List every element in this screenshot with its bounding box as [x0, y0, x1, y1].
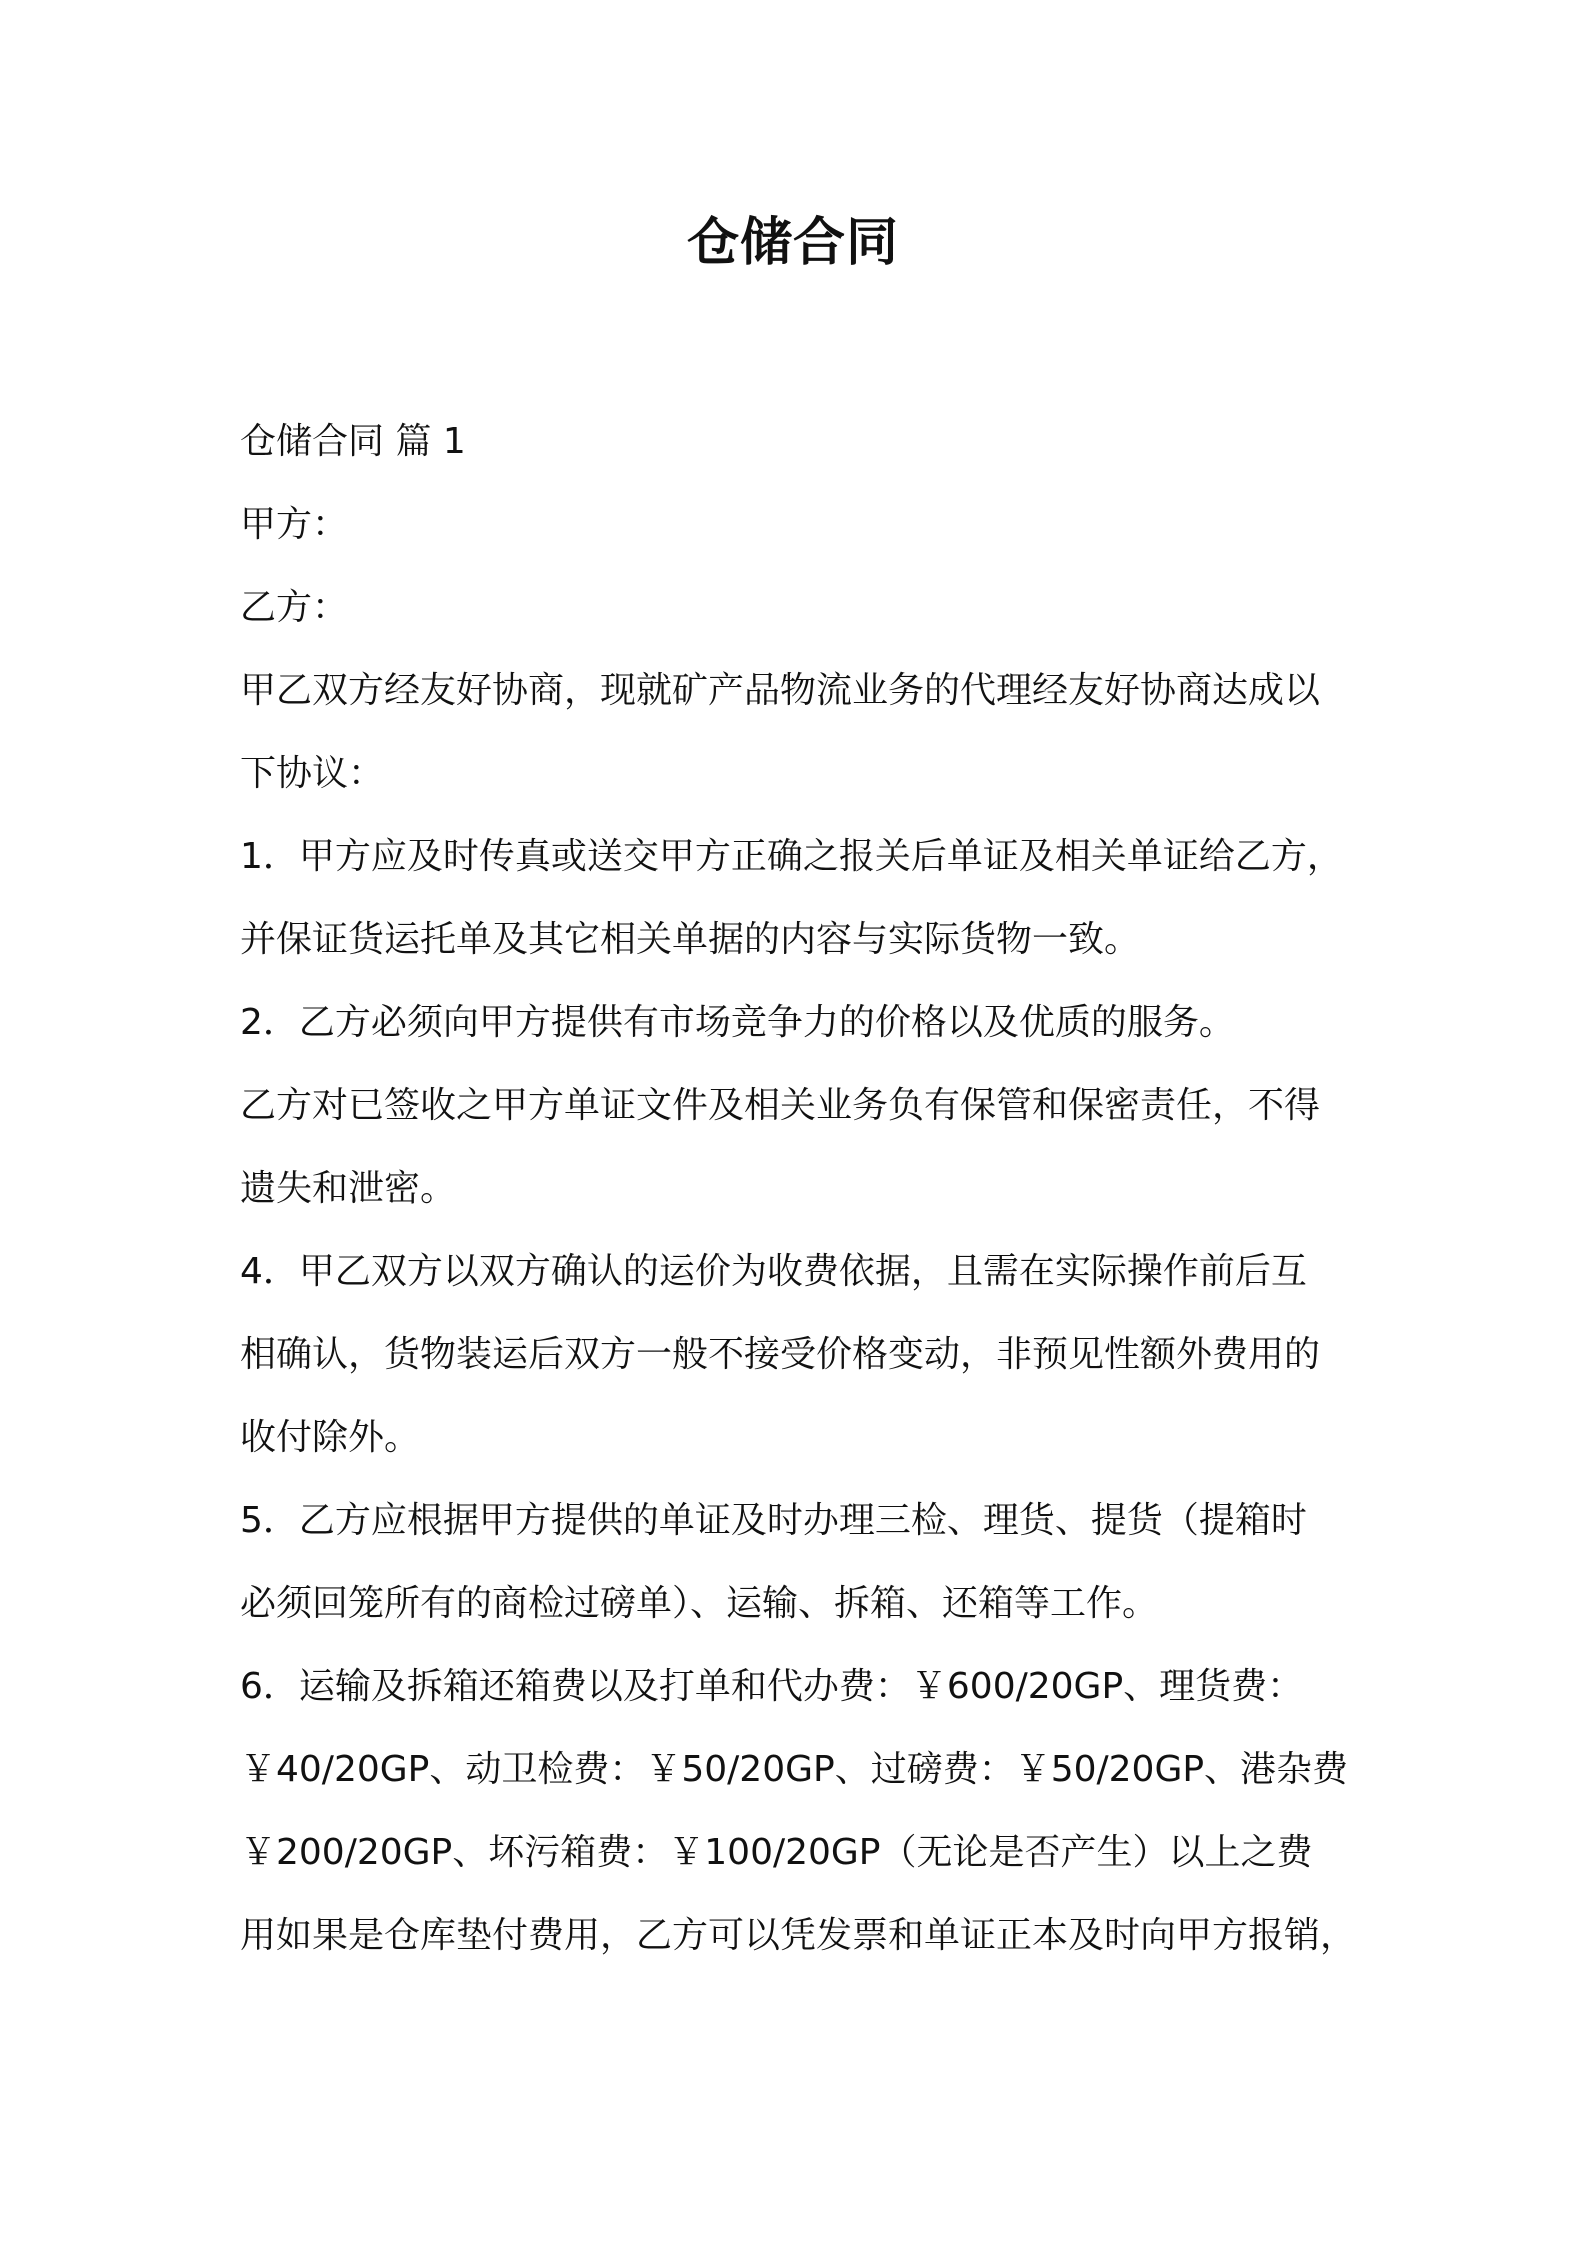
party-a-label: 甲方： [240, 504, 349, 545]
text-line: 遗失和泄密。 [240, 1168, 457, 1209]
text-line: 必须回笼所有的商检过磅单）、运输、拆箱、还箱等工作。 [240, 1583, 1159, 1624]
text-line: 收付除外。 [240, 1417, 421, 1458]
text-line: 并保证货运托单及其它相关单据的内容与实际货物一致。 [240, 919, 1141, 960]
section-heading: 仓储合同 篇 1 [240, 421, 466, 462]
text-line: 相确认，货物装运后双方一般不接受价格变动，非预见性额外费用的 [240, 1334, 1321, 1375]
document-title: 仓储合同 [686, 213, 899, 273]
party-b-label: 乙方： [240, 587, 349, 628]
text-line: 乙方对已签收之甲方单证文件及相关业务负有保管和保密责任，不得 [240, 1085, 1321, 1126]
text-line: 下协议： [240, 753, 385, 794]
text-line: 2．乙方必须向甲方提供有市场竞争力的价格以及优质的服务。 [240, 1002, 1235, 1043]
text-line: 4．甲乙双方以双方确认的运价为收费依据，且需在实际操作前后互 [240, 1251, 1307, 1292]
text-line: 6．运输及拆箱还箱费以及打单和代办费：￥600/20GP、理货费： [240, 1666, 1304, 1707]
document-body [240, 400, 1370, 1977]
text-line: 用如果是仓库垫付费用，乙方可以凭发票和单证正本及时向甲方报销， [240, 1915, 1357, 1956]
text-line: 1．甲方应及时传真或送交甲方正确之报关后单证及相关单证给乙方， [240, 836, 1343, 877]
text-line: 5．乙方应根据甲方提供的单证及时办理三检、理货、提货（提箱时 [240, 1500, 1307, 1541]
text-line: ￥200/20GP、坏污箱费：￥100/20GP（无论是否产生）以上之费 [240, 1832, 1313, 1873]
text-line: 甲乙双方经友好协商，现就矿产品物流业务的代理经友好协商达成以 [240, 670, 1321, 711]
text-line: ￥40/20GP、动卫检费：￥50/20GP、过磅费：￥50/20GP、港杂费 [240, 1749, 1349, 1790]
